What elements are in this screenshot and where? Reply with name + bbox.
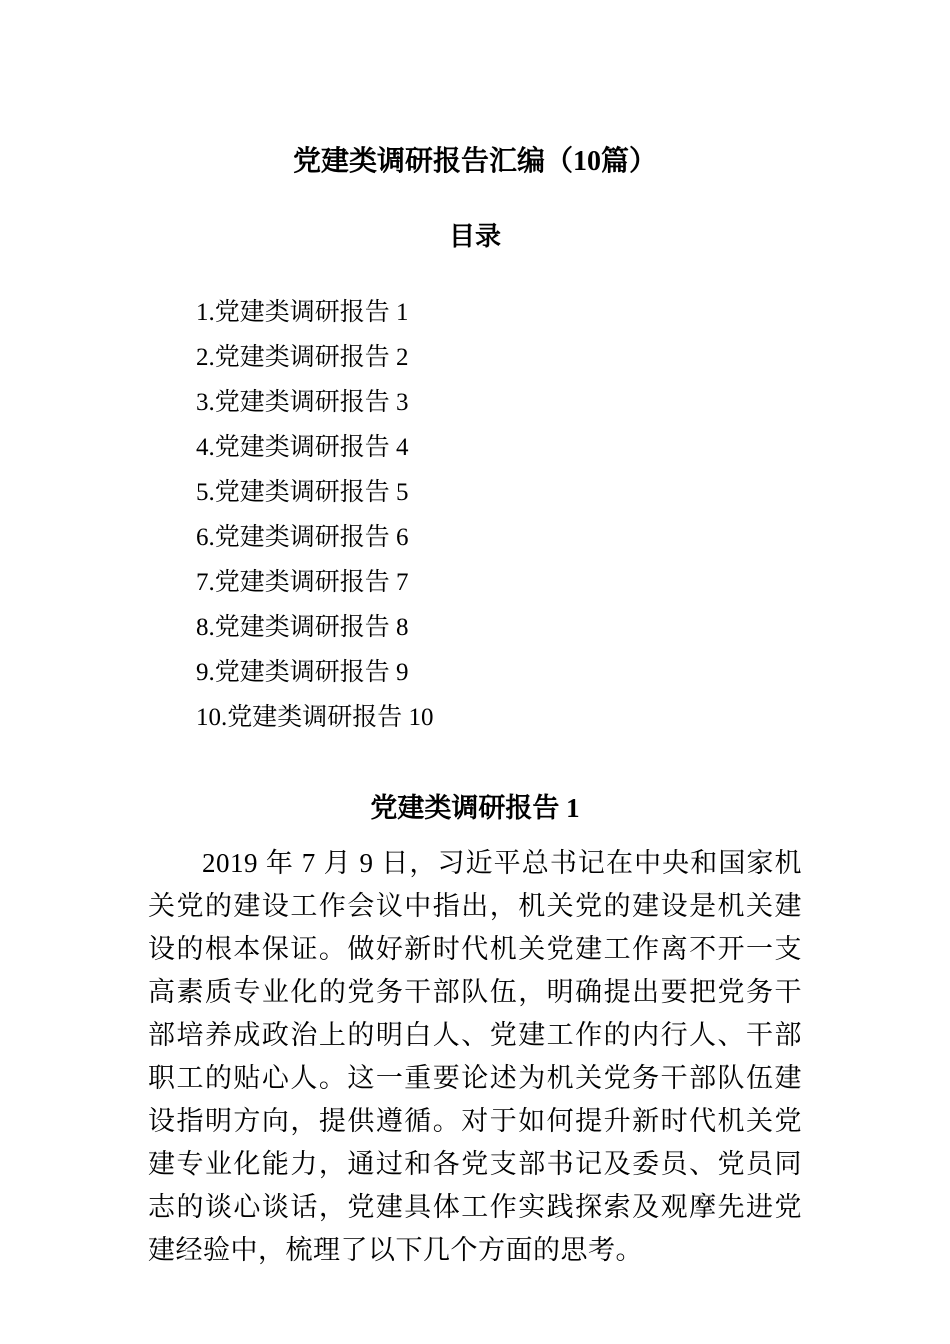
toc-item: 7.党建类调研报告 7 (196, 569, 409, 596)
toc-item: 6.党建类调研报告 6 (196, 524, 409, 551)
toc-item: 10.党建类调研报告 10 (196, 704, 434, 731)
toc-item: 3.党建类调研报告 3 (196, 389, 409, 416)
toc-item: 9.党建类调研报告 9 (196, 659, 409, 686)
toc-list (148, 290, 802, 740)
section-title: 党建类调研报告 1 (370, 793, 580, 823)
document-title: 党建类调研报告汇编（10篇） (292, 146, 657, 177)
toc-item: 5.党建类调研报告 5 (196, 479, 409, 506)
toc-item: 4.党建类调研报告 4 (196, 434, 409, 461)
toc-heading: 目录 (448, 222, 501, 251)
toc-item: 8.党建类调研报告 8 (196, 614, 409, 641)
toc-item: 1.党建类调研报告 1 (196, 299, 409, 326)
toc-item: 2.党建类调研报告 2 (196, 344, 409, 371)
body-paragraph: 2019 年 7 月 9 日，习近平总书记在中央和国家机关党的建设工作会议中指出，机关党的建设是机关建设的根本保证。做好新时代机关党建工作离不开一支高素质专业化的党务干部队伍，明确提出要把党务干部培养成政治上的明白人、党建工作的内行人、干部职工的贴心人。这一重要论述为机关党务干部队伍建设指明方向，提供遵循。对于如何提升新时代机关党建专业化能力，通过和各党支部书记及委员、党员同志的谈心谈话，党建具体工作实践探索及观摩先进党建经验中，梳理了以下几个方面的思考。 (148, 848, 802, 1265)
